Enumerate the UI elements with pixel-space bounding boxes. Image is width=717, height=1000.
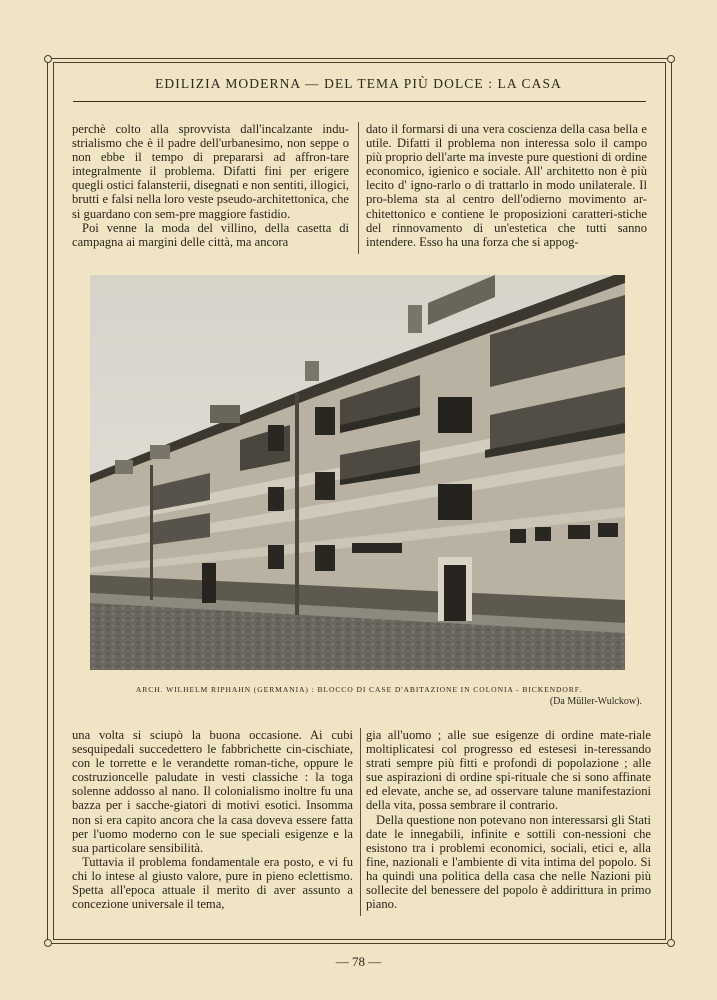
frame-corner-ornament [44, 939, 52, 947]
paragraph: dato il formarsi di una vera coscienza della casa bella e utile. Difatti il problema non interessa solo il campo più proprio dell'arte ma investe pure questioni di ordine economico, igienico e sociale. All' architetto non è più lecito d' igno-rarlo o di trattarlo in modo unilaterale. Il pro-blema sta al centro dell'odierno movimento ar-chitettonico e contiene le proposizioni caratteri-stiche del rinnovamento di un'estetica che tutti sanno intendere. Esso ha una forza che si appog- [366, 122, 647, 249]
top-right-column [366, 122, 647, 249]
bottom-left-column [72, 728, 353, 911]
apartment-block-image [90, 275, 625, 670]
paragraph: Tuttavia il problema fondamentale era posto, e vi fu chi lo intese al giusto valore, pure in pieno eclettismo. Spetta all'epoca attuale il merito di aver assunto a concezione universale il tema, [72, 854, 353, 912]
column-rule [360, 728, 361, 916]
footer-rule [53, 939, 664, 940]
header-rule [73, 101, 646, 102]
figure-credit: (Da Müller-Wulckow). [549, 696, 642, 707]
frame-corner-ornament [667, 939, 675, 947]
paragraph: gia all'uomo ; alle sue esigenze di ordine mate-riale moltiplicatesi col progresso ed estesesi in-teressando strati sempre più fitti e profondi di popolazione ; alle sue aspirazioni di ordine spi-rituale che si sono affinate ed elevate, anche se, ad osservare talune manifestazioni della vita, possa sembrare il contrario. [366, 728, 651, 813]
paragraph: una volta si sciupò la buona occasione. Ai cubi sesquipedali succedettero le fabbrichette cin-cischiate, con le torrette e le verandette roman-tiche, oppure le costruzioncelle paludate in vesti classiche : la toga solenne addosso al nano. Il colonialismo inoltre fu una bazza per i sacche-giatori di motivi esotici. Insomma non si era capito ancora che la casa doveva essere fatta per l'uomo moderno con le sue speciali esigenze e la sua particolare sensibilità. [72, 728, 353, 855]
top-left-column [72, 122, 349, 249]
paragraph: perchè colto alla sprovvista dall'incalzante indu-strialismo che è il padre dell'urbanesimo, non seppe o non ebbe il tempo di prepararsi ad affron-tare integralmente il problema. Difatti fini per erigere quegli ostici falansterii, disegnati e non sentiti, illogici, brutti e falsi nella loro veste pseudo-architettonica, che si guardano con sem-pre maggiore fastidio. [72, 122, 350, 221]
figure-caption: ARCH. WILHELM RIPHAHN (GERMANIA) : BLOCCO DI CASE D'ABITAZIONE IN COLONIA - BICKENDORF. [135, 685, 583, 694]
paragraph: Della questione non potevano non interessarsi gli Stati date le innegabili, infinite e sottili con-nessioni che esistono tra i problemi economici, sociali, etici e, alla fine, nazionali e l'ambiente di vita intima del popolo. Si ha quindi una politica della casa che nelle Nazioni più sollecite del benessere del popolo è addirittura in primo piano. [366, 812, 651, 912]
paragraph: Poi venne la moda del villino, della casetta di campagna ai margini delle città, ma ancora [72, 220, 349, 249]
building-photograph [90, 275, 625, 670]
column-rule [358, 122, 359, 254]
bottom-right-column [366, 728, 651, 911]
frame-corner-ornament [44, 55, 52, 63]
running-head: EDILIZIA MODERNA — DEL TEMA PIÙ DOLCE : LA CASA [155, 76, 562, 91]
frame-corner-ornament [667, 55, 675, 63]
page-number: — 78 — [335, 954, 382, 969]
